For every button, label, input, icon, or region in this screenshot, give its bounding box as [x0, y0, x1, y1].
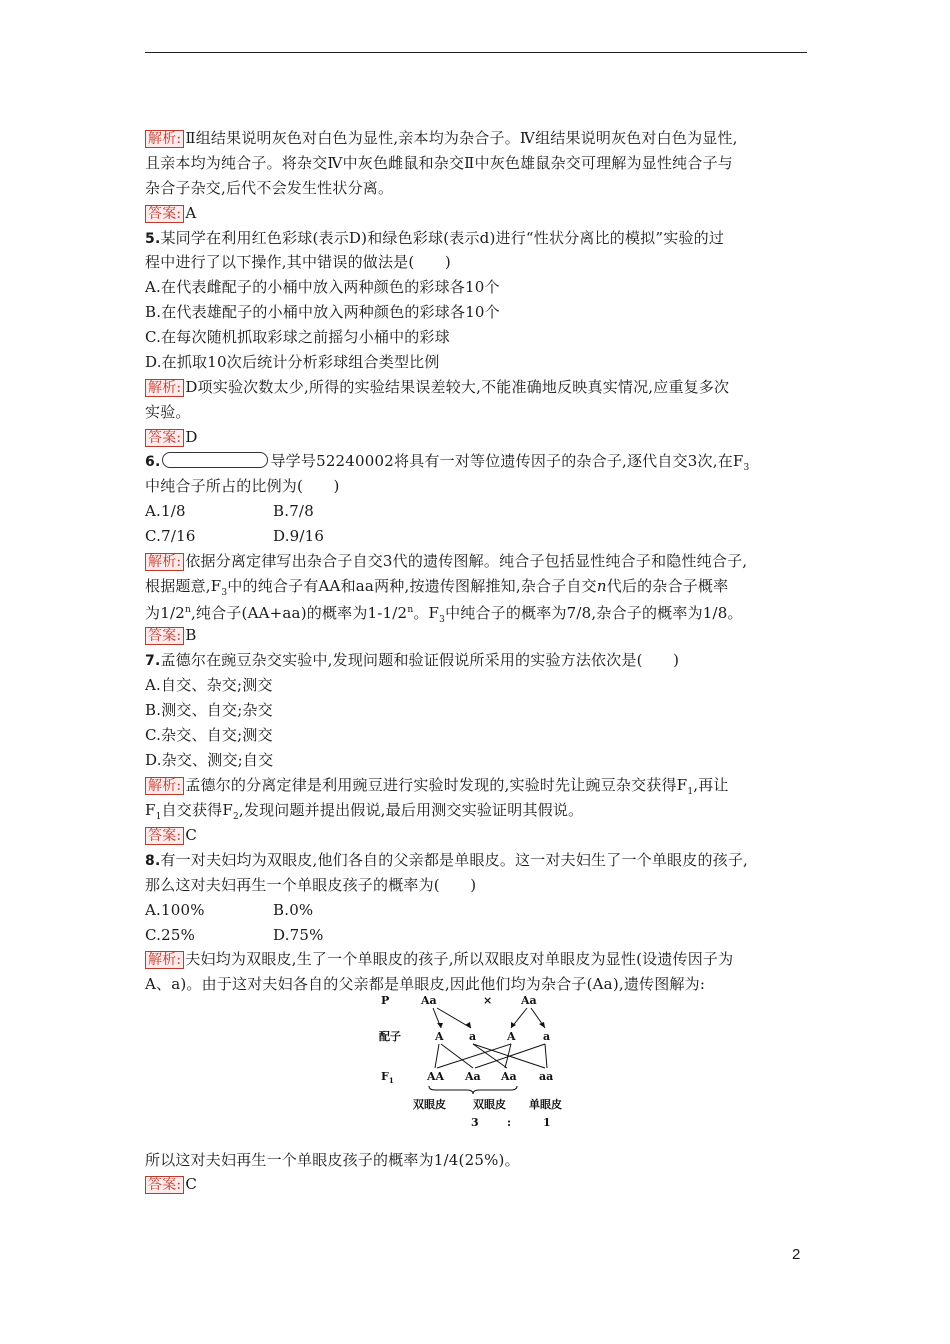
option: C.杂交、自交;测交 [145, 726, 273, 744]
guide-number-badge [162, 452, 268, 468]
analysis-line: 解析: 孟德尔的分离定律是利用豌豆进行实验时发现的,实验时先让豌豆杂交获得$F_1$,再让 [145, 775, 729, 802]
answer-tag: 答案: [145, 429, 184, 447]
analysis-line: $F_1$自交获得$F_2$,发现问题并提出假说,最后用测交实验证明其假说。 [145, 801, 584, 822]
option: D.9/16 [273, 527, 325, 545]
option: C.25% [145, 926, 196, 944]
offspring-genotype: AA [427, 1070, 445, 1083]
question-stem: 5.某同学在利用红色彩球(表示D)和绿色彩球(表示d)进行“性状分离比的模拟”实验的过 [145, 229, 725, 247]
question-stem: 8.有一对夫妇均为双眼皮,他们各自的父亲都是单眼皮。这一对夫妇生了一个单眼皮的孩子, [145, 851, 749, 869]
gamete-label: 配子 [379, 1030, 401, 1043]
option-row [145, 501, 314, 521]
question-stem: 那么这对夫妇再生一个单眼皮孩子的概率为( ) [145, 876, 477, 894]
arrowheads [437, 1022, 545, 1028]
analysis-tag: 解析: [145, 951, 184, 969]
offspring-genotype: Aa [501, 1070, 517, 1083]
answer-line: 答案: C [145, 1174, 197, 1194]
gamete: a [543, 1030, 551, 1043]
offspring-genotype: aa [539, 1070, 554, 1083]
option: C.在每次随机抓取彩球之前摇匀小桶中的彩球 [145, 328, 450, 346]
analysis-line: 杂合子杂交,后代不会发生性状分离。 [145, 179, 394, 197]
option-row [145, 925, 324, 945]
parent-genotype: Aa [421, 994, 437, 1007]
question-number: 8. [145, 853, 161, 869]
analysis-tag: 解析: [145, 777, 184, 795]
question-number: 5. [145, 231, 161, 247]
phenotype-label: 双眼皮 [473, 1098, 506, 1111]
analysis-line: 实验。 [145, 403, 191, 421]
question-number: 7. [145, 653, 161, 669]
gamete: a [469, 1030, 477, 1043]
analysis-tag: 解析: [145, 379, 184, 397]
question-stem: 中纯合子所占的比例为( ) [145, 477, 340, 495]
answer-line: 答案: B [145, 625, 197, 645]
option: B.测交、自交;杂交 [145, 701, 273, 719]
option: D.75% [273, 926, 324, 944]
answer-tag: 答案: [145, 827, 184, 845]
analysis-tag: 解析: [145, 553, 184, 571]
answer-tag: 答案: [145, 205, 184, 223]
option: A.自交、杂交;测交 [145, 676, 273, 694]
analysis-line: 根据题意$,F_3$中的纯合子有AA和aa两种,按遗传图解推知,杂合子自交n代后的杂合子概率 [145, 577, 729, 598]
analysis-line: 解析: Ⅱ组结果说明灰色对白色为显性,亲本均为杂合子。Ⅳ组结果说明灰色对白色为显性, [145, 128, 738, 148]
option: B.7/8 [273, 502, 314, 520]
offspring-genotype: Aa [465, 1070, 481, 1083]
option: D.在抓取10次后统计分析彩球组合类型比例 [145, 353, 440, 371]
answer-line: 答案: D [145, 427, 198, 447]
page-number: 2 [792, 1246, 801, 1263]
p-label: P [381, 994, 390, 1007]
answer-tag: 答案: [145, 627, 184, 645]
analysis-line: 且亲本均为纯合子。将杂交Ⅳ中灰色雌鼠和杂交Ⅱ中灰色雄鼠杂交可理解为显性纯合子与 [145, 154, 733, 172]
analysis-line: 为1/2$^n$,纯合子(AA+aa)的概率为1-1/2$^n$。$F_3$中纯合子的概率为7/8,杂合子的概率为1/8。 [145, 604, 743, 625]
analysis-line: 解析: 夫妇均为双眼皮,生了一个单眼皮的孩子,所以双眼皮对单眼皮为显性(设遗传因子为 [145, 949, 733, 969]
analysis-line: 解析: 依据分离定律写出杂合子自交3代的遗传图解。纯合子包括显性纯合子和隐性纯合子, [145, 551, 747, 571]
cross-lines [429, 1008, 547, 1094]
f1-label: $F_1$ [381, 1070, 394, 1085]
cross-symbol: × [483, 994, 493, 1007]
header-rule [145, 52, 807, 53]
ratio-value: 3 [471, 1116, 479, 1129]
option: B.在代表雄配子的小桶中放入两种颜色的彩球各10个 [145, 303, 500, 321]
answer-line: 答案: C [145, 825, 197, 845]
question-number: 6. [145, 454, 161, 470]
option: A.1/8 [145, 502, 186, 520]
gamete: A [435, 1030, 444, 1043]
option-row [145, 526, 325, 546]
option: B.0% [273, 901, 314, 919]
phenotype-label: 单眼皮 [529, 1098, 562, 1111]
analysis-line: 解析: D项实验次数太少,所得的实验结果误差较大,不能准确地反映真实情况,应重复多次 [145, 377, 729, 397]
ratio-value: 1 [543, 1116, 551, 1129]
option: A.100% [145, 901, 205, 919]
answer-line: 答案: A [145, 203, 196, 223]
option: D.杂交、测交;自交 [145, 751, 274, 769]
question-stem: 程中进行了以下操作,其中错误的做法是( ) [145, 253, 451, 271]
analysis-line: A、a)。由于这对夫妇各自的父亲都是单眼皮,因此他们均为杂合子(Aa),遗传图解为: [145, 975, 706, 993]
conclusion-line: 所以这对夫妇再生一个单眼皮孩子的概率为1/4(25%)。 [145, 1151, 520, 1169]
answer-tag: 答案: [145, 1176, 184, 1194]
ratio-colon: : [507, 1116, 512, 1129]
genetic-cross-diagram [375, 990, 585, 1130]
option-row [145, 900, 314, 920]
gamete: A [507, 1030, 516, 1043]
question-stem: 7.孟德尔在豌豆杂交实验中,发现问题和验证假说所采用的实验方法依次是( ) [145, 651, 680, 669]
question-stem: 6. 导学号52240002将具有一对等位遗传因子的杂合子,逐代自交3次,在$F_3$ [145, 452, 750, 473]
option: C.7/16 [145, 527, 196, 545]
option: A.在代表雌配子的小桶中放入两种颜色的彩球各10个 [145, 278, 500, 296]
analysis-tag: 解析: [145, 130, 184, 148]
parent-genotype: Aa [521, 994, 537, 1007]
phenotype-label: 双眼皮 [413, 1098, 446, 1111]
